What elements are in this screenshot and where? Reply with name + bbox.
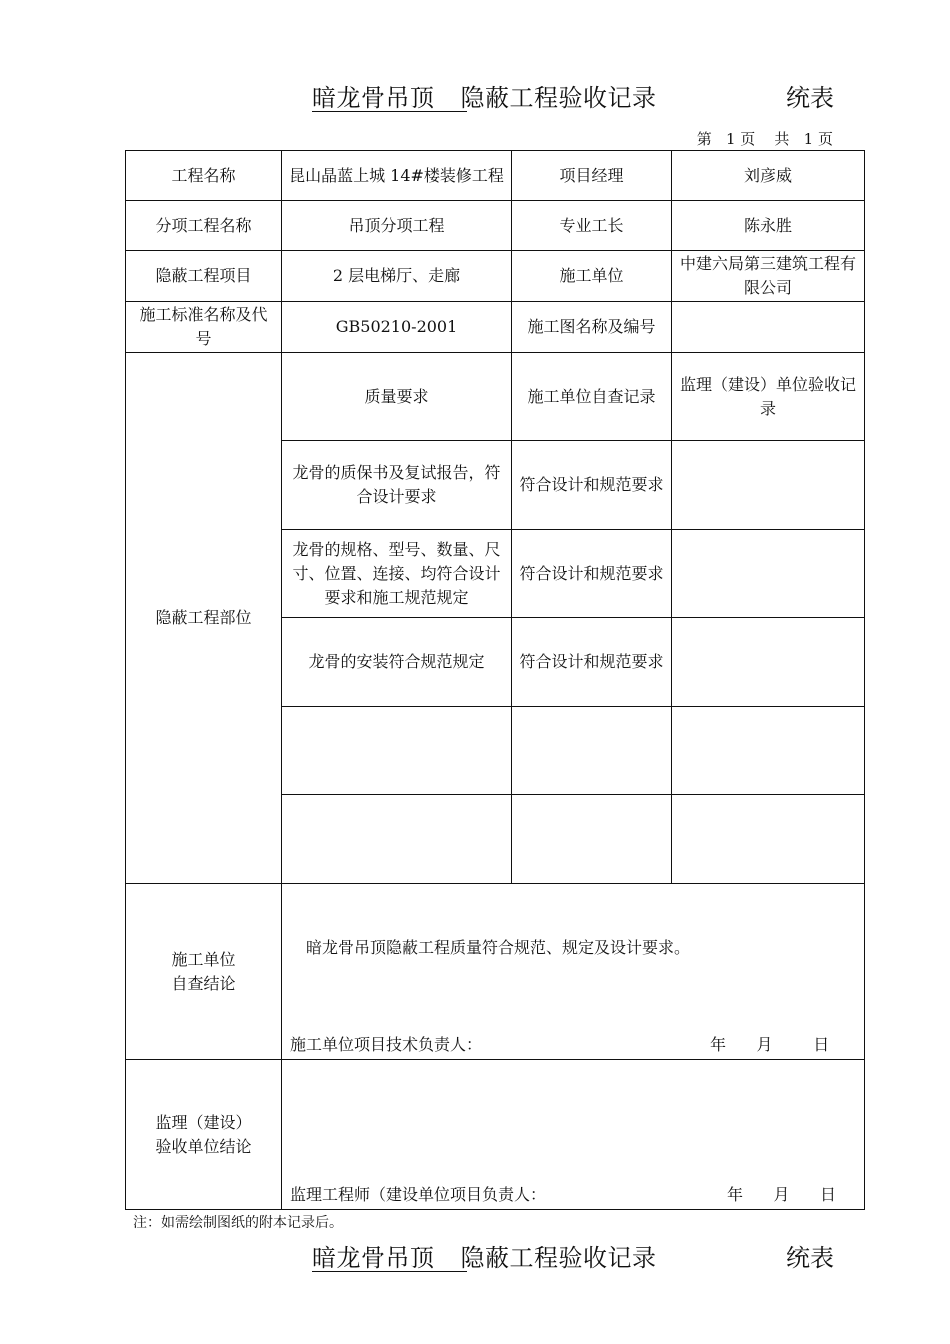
header-requirement: 质量要求 — [282, 353, 512, 441]
standard-label: 施工标准名称及代号 — [126, 302, 282, 353]
self-check-cell — [512, 795, 672, 884]
title-main-part: 隐蔽工程验收记录 — [460, 84, 657, 112]
title-tail: 统表 — [786, 84, 834, 112]
self-check-cell: 符合设计和规范要求 — [512, 441, 672, 530]
header-self-check: 施工单位自查记录 — [512, 353, 672, 441]
foreman-label: 专业工长 — [512, 201, 672, 251]
hidden-item-label: 隐蔽工程项目 — [126, 251, 282, 302]
requirement-cell: 龙骨的质保书及复试报告，符合设计要求 — [282, 441, 512, 530]
pm-label: 项目经理 — [512, 151, 672, 201]
project-name-label: 工程名称 — [126, 151, 282, 201]
title-underlined-part: 暗龙骨吊顶 — [312, 1244, 435, 1272]
requirement-cell: 龙骨的安装符合规范规定 — [282, 618, 512, 707]
self-check-cell: 符合设计和规范要求 — [512, 530, 672, 618]
self-conclusion-date: 年 月 日 — [710, 1035, 830, 1054]
standard-value: GB50210-2001 — [282, 302, 512, 353]
hidden-item-value: 2 层电梯厅、走廊 — [282, 251, 512, 302]
supervision-conclusion-label: 监理（建设） 验收单位结论 — [126, 1060, 282, 1210]
table-row — [126, 353, 865, 441]
footnote: 注：如需绘制图纸的附本记录后。 — [133, 1215, 343, 1231]
supervision-signer-label: 监理工程师（建设单位项目负责人： — [290, 1185, 547, 1204]
requirement-cell — [282, 795, 512, 884]
supervision-conclusion-cell — [282, 1060, 865, 1210]
table-row — [126, 251, 865, 302]
table-row — [126, 1060, 865, 1210]
drawing-value — [672, 302, 865, 353]
project-name-value: 昆山晶蓝上城 14#楼装修工程 — [282, 151, 512, 201]
self-check-cell: 符合设计和规范要求 — [512, 618, 672, 707]
requirement-cell: 龙骨的规格、型号、数量、尺寸、位置、连接、均符合设计要求和施工规范规定 — [282, 530, 512, 618]
title-underlined-part: 暗龙骨吊顶 — [312, 84, 435, 112]
table-row — [126, 884, 865, 1060]
title-underline — [312, 1271, 467, 1272]
self-conclusion-label: 施工单位 自查结论 — [126, 884, 282, 1060]
contractor-label: 施工单位 — [512, 251, 672, 302]
page-info: 第 1 页 共 1 页 — [696, 130, 833, 148]
self-conclusion-cell — [282, 884, 865, 1060]
contractor-value: 中建六局第三建筑工程有限公司 — [672, 251, 865, 302]
supervision-cell — [672, 795, 865, 884]
table-row — [126, 151, 865, 201]
table-row — [126, 201, 865, 251]
acceptance-record-table — [125, 150, 865, 1210]
subitem-label: 分项工程名称 — [126, 201, 282, 251]
supervision-cell — [672, 707, 865, 795]
supervision-conclusion-date: 年 月 日 — [727, 1185, 837, 1204]
title-main-part: 隐蔽工程验收记录 — [460, 1244, 657, 1272]
self-check-cell — [512, 707, 672, 795]
title-tail: 统表 — [786, 1244, 834, 1272]
pm-value: 刘彦威 — [672, 151, 865, 201]
self-conclusion-text: 暗龙骨吊顶隐蔽工程质量符合规范、规定及设计要求。 — [306, 938, 691, 957]
table-row — [126, 302, 865, 353]
subitem-value: 吊顶分项工程 — [282, 201, 512, 251]
requirement-cell — [282, 707, 512, 795]
hidden-section-label: 隐蔽工程部位 — [126, 353, 282, 884]
foreman-value: 陈永胜 — [672, 201, 865, 251]
header-supervision: 监理（建设）单位验收记录 — [672, 353, 865, 441]
supervision-cell — [672, 618, 865, 707]
title-underline — [312, 111, 467, 112]
self-conclusion-signer-label: 施工单位项目技术负责人： — [290, 1035, 483, 1054]
supervision-cell — [672, 441, 865, 530]
document-title-repeat — [0, 1238, 950, 1278]
drawing-label: 施工图名称及编号 — [512, 302, 672, 353]
supervision-cell — [672, 530, 865, 618]
document-title — [0, 78, 950, 118]
